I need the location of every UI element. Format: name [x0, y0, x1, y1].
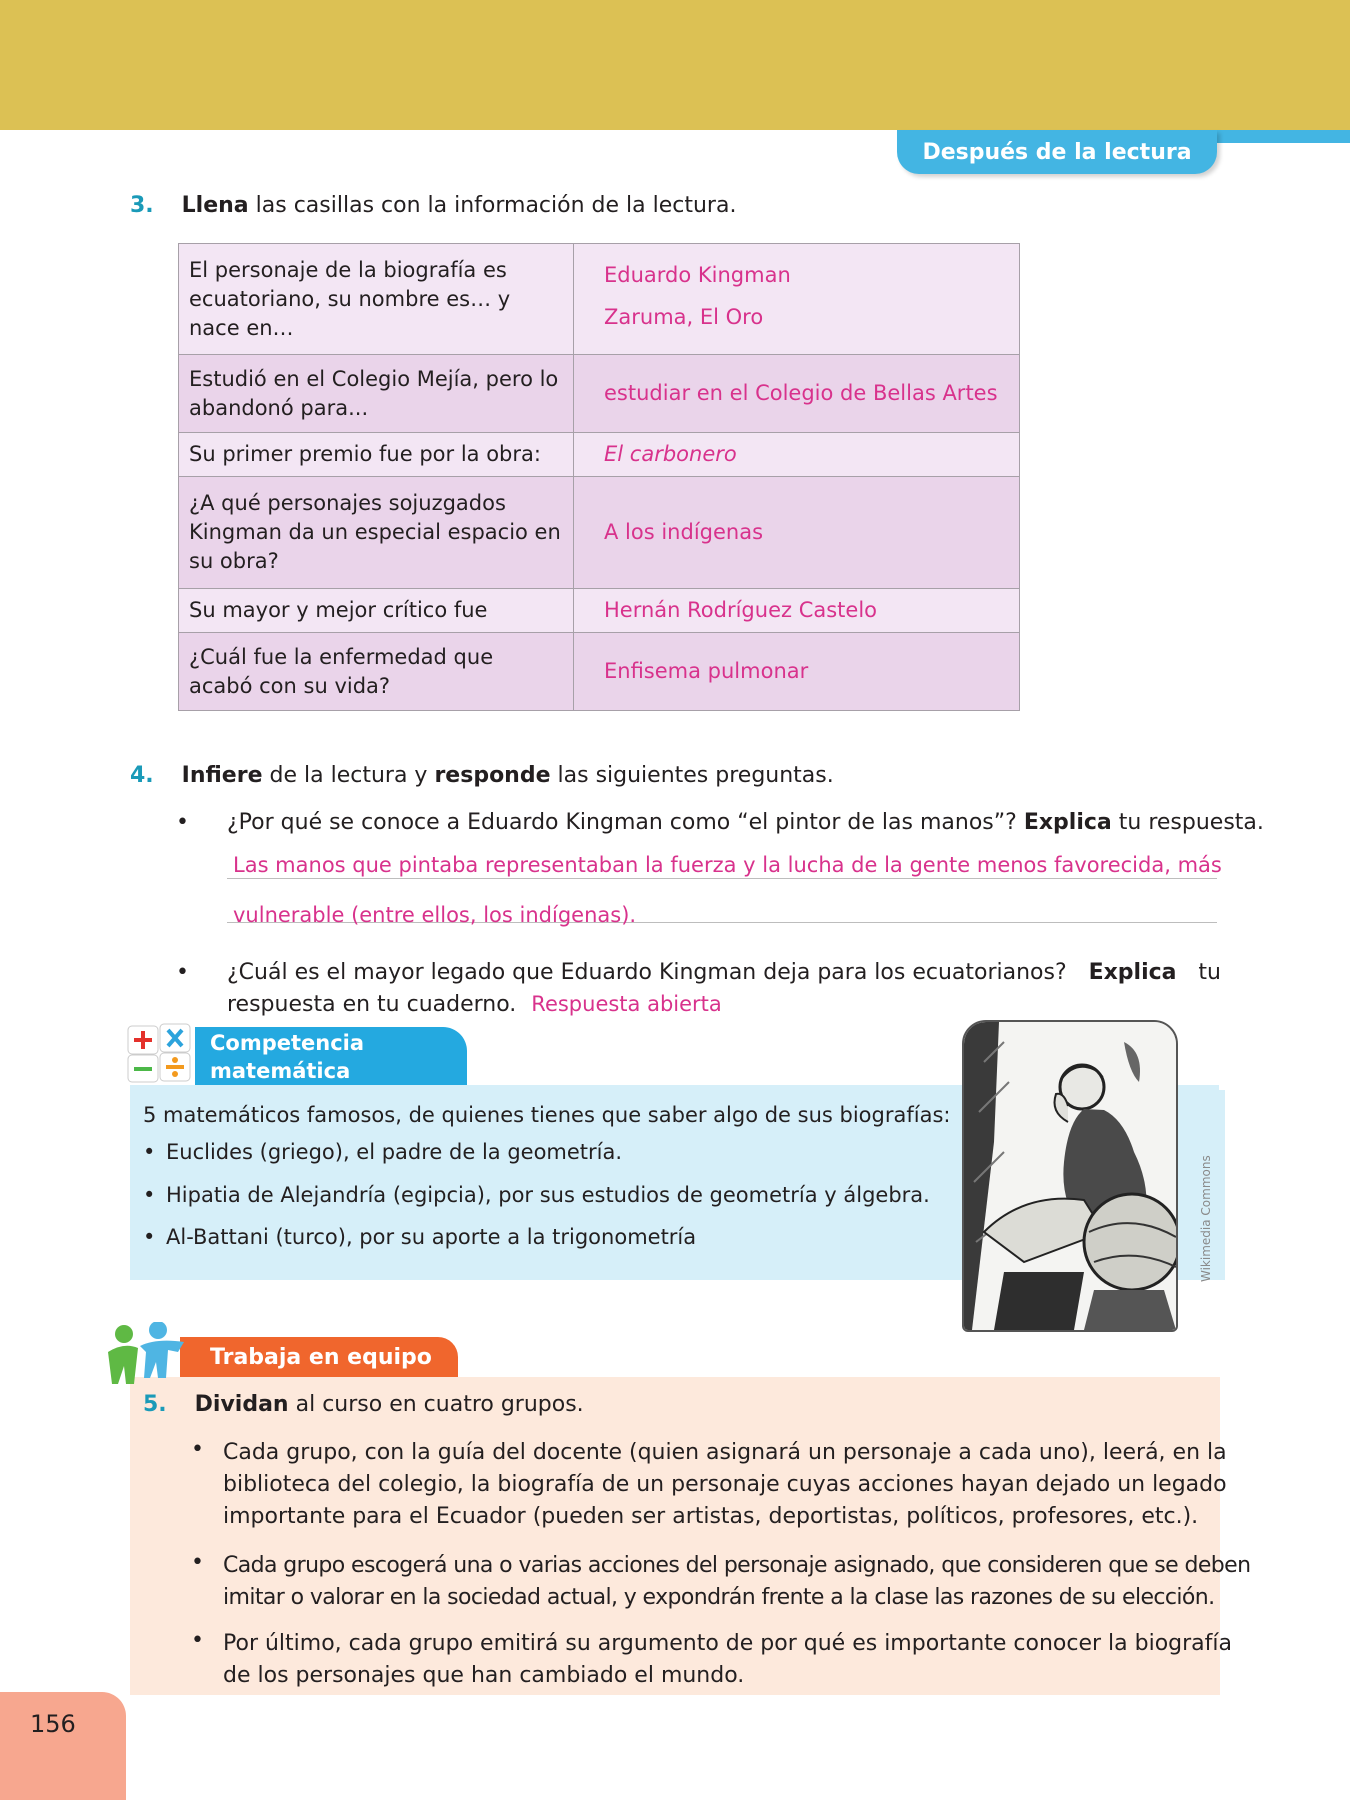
table-answer: Enfisema pulmonar: [574, 633, 1020, 711]
team-line: Cada grupo escogerá una o varias acciones del personaje asignado, que consideren que se deben: [223, 1553, 1251, 1578]
math-operators-icon: [126, 1022, 192, 1084]
question-4: [130, 763, 834, 788]
answer-name: Eduardo Kingman: [604, 263, 791, 287]
page-number: 156: [30, 1710, 76, 1738]
section-tab: Después de la lectura: [897, 130, 1217, 174]
question-verb: Llena: [181, 193, 249, 218]
math-title-line: Competencia: [210, 1031, 365, 1055]
bullet-dot: •: [191, 1628, 204, 1653]
table-answer: Hernán Rodríguez Castelo: [574, 589, 1020, 633]
hypatia-engraving-image: [962, 1020, 1178, 1332]
table-question: Su primer premio fue por la obra:: [179, 433, 574, 477]
question-3: [130, 193, 736, 218]
table-question: El personaje de la biografía es ecuatoriano, su nombre es… y nace en…: [179, 244, 574, 355]
team-bullet-3: [223, 1628, 1232, 1692]
bullet-dot: •: [176, 960, 189, 985]
table-answer: A los indígenas: [574, 477, 1020, 589]
bullet-text: respuesta en tu cuaderno.: [227, 992, 517, 1017]
table-row: [179, 633, 1020, 711]
answer-line-2: vulnerable (entre ellos, los indígenas).: [233, 903, 637, 927]
team-line: importante para el Ecuador (pueden ser artistas, deportistas, políticos, profesores, etc.).: [223, 1504, 1199, 1529]
bullet-bold: Explica: [1088, 960, 1177, 985]
table-answer: El carbonero: [574, 433, 1020, 477]
bullet-dot: •: [143, 1225, 156, 1249]
question-verb: Dividan: [194, 1392, 289, 1417]
question-verb: Infiere: [181, 763, 263, 788]
info-table: [178, 243, 1020, 711]
table-question: ¿Cuál fue la enfermedad que acabó con su vida?: [179, 633, 574, 711]
bullet-dot: •: [191, 1550, 204, 1575]
bullet-dot: •: [176, 810, 189, 835]
team-people-icon: [104, 1322, 188, 1388]
table-question: Su mayor y mejor crítico fue: [179, 589, 574, 633]
question-5: [143, 1392, 584, 1417]
question-text: las casillas con la información de la lectura.: [255, 193, 737, 218]
team-line: de los personajes que han cambiado el mundo.: [223, 1663, 745, 1688]
question-4-bullet-2-line-2: [227, 992, 722, 1017]
table-row: [179, 355, 1020, 433]
table-question: ¿A qué personajes sojuzgados Kingman da un especial espacio en su obra?: [179, 477, 574, 589]
math-item: Al-Battani (turco), por su aporte a la trigonometría: [166, 1225, 697, 1249]
page-number-box: [0, 1692, 126, 1800]
answer-place: Zaruma, El Oro: [604, 305, 764, 329]
question-number: 3.: [130, 193, 154, 218]
team-title-text: Trabaja en equipo: [210, 1344, 432, 1370]
team-bullet-2: [223, 1550, 1250, 1614]
team-line: biblioteca del colegio, la biografía de un personaje cuyas acciones hayan dejado un legado: [223, 1472, 1227, 1497]
table-row: [179, 477, 1020, 589]
team-box-title: [180, 1337, 458, 1377]
answer-rule: [227, 877, 1217, 879]
math-item: Hipatia de Alejandría (egipcia), por sus estudios de geometría y álgebra.: [166, 1183, 930, 1207]
answer-open: Respuesta abierta: [531, 992, 722, 1016]
bullet-text: ¿Por qué se conoce a Eduardo Kingman como “el pintor de las manos”?: [227, 810, 1017, 835]
bullet-tail: tu: [1198, 960, 1221, 985]
table-question: Estudió en el Colegio Mejía, pero lo abandonó para...: [179, 355, 574, 433]
table-row: [179, 589, 1020, 633]
table-answer: [574, 244, 1020, 355]
question-text: al curso en cuatro grupos.: [295, 1392, 584, 1417]
question-4-bullet-2: [227, 960, 1221, 985]
question-verb: responde: [434, 763, 551, 788]
bullet-text: ¿Cuál es el mayor legado que Eduardo Kingman deja para los ecuatorianos?: [227, 960, 1067, 985]
math-intro: 5 matemáticos famosos, de quienes tienes que saber algo de sus biografías:: [143, 1103, 951, 1127]
answer-line-1: Las manos que pintaba representaban la fuerza y la lucha de la gente menos favorecida, más: [233, 853, 1222, 877]
header-band: [0, 0, 1350, 130]
bullet-bold: Explica: [1023, 810, 1112, 835]
bullet-dot: •: [143, 1140, 156, 1164]
math-box-title: [195, 1027, 467, 1085]
question-number: 5.: [143, 1392, 167, 1417]
table-row: [179, 244, 1020, 355]
question-4-bullet-1: [227, 810, 1264, 835]
question-text: las siguientes preguntas.: [557, 763, 834, 788]
image-credit: Wikimedia Commons: [1199, 1155, 1213, 1282]
math-item: Euclides (griego), el padre de la geometría.: [166, 1140, 623, 1164]
question-text: de la lectura y: [269, 763, 428, 788]
section-tab-line: [1217, 130, 1350, 143]
bullet-dot: •: [191, 1437, 204, 1462]
table-answer: estudiar en el Colegio de Bellas Artes: [574, 355, 1020, 433]
team-line: Por último, cada grupo emitirá su argumento de por qué es importante conocer la biografía: [223, 1631, 1232, 1656]
question-number: 4.: [130, 763, 154, 788]
team-line: Cada grupo, con la guía del docente (quien asignará un personaje a cada uno), leerá, en la: [223, 1440, 1227, 1465]
team-bullet-1: [223, 1437, 1227, 1533]
team-line: imitar o valorar en la sociedad actual, y expondrán frente a la clase las razones de su elección.: [223, 1585, 1215, 1610]
math-title-line: matemática: [210, 1059, 351, 1083]
table-row: [179, 433, 1020, 477]
bullet-tail: tu respuesta.: [1118, 810, 1264, 835]
bullet-dot: •: [143, 1183, 156, 1207]
